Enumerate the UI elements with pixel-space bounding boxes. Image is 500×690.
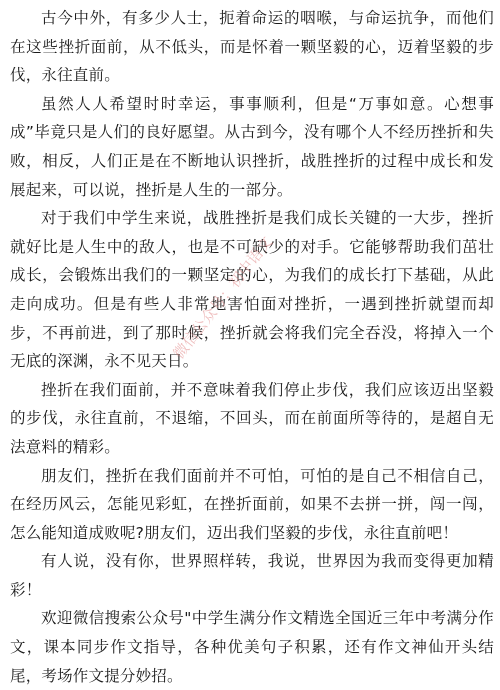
essay-paragraph: 对于我们中学生来说，战胜挫折是我们成长关键的一大步，挫折就好比是人生中的敌人，也是不可缺少的对手。它能够帮助我们茁壮成长，会锻炼出我们的一颗坚定的心，为我们的成长打下基础，从此走向成功。但是有些人非常地害怕面对挫折，一遇到挫折就望而却步，不再前进，到了那时候，挫折就会将我们完全吞没，将掉入一个无底的深渊，永不见天日。 <box>10 209 494 371</box>
essay-paragraph: 虽然人人希望时时幸运，事事顺利，但是“万事如意。心想事成”毕竟只是人们的良好愿望。从古到今，没有哪个人不经历挫折和失败，相反，人们正是在不断地认识挫折，战胜挫折的过程中成长和发展起来，可以说，挫折是人生的一部分。 <box>10 94 494 199</box>
watermark: 微信公众号：初中语文 <box>169 233 277 363</box>
essay-body <box>10 4 494 690</box>
essay-paragraph: 古今中外，有多少人士，扼着命运的咽喉，与命运抗争，而他们在这些挫折面前，从不低头，而是怀着一颗坚毅的心，迈着坚毅的步伐，永往直前。 <box>10 9 494 85</box>
essay-paragraph: 挫折在我们面前，并不意味着我们停止步伐，我们应该迈出坚毅的步伐，永往直前，不退缩，不回头，而在前面所等待的，是超自无法意料的精彩。 <box>10 380 494 456</box>
essay-paragraph: 朋友们，挫折在我们面前并不可怕，可怕的是自己不相信自己，在经历风云，怎能见彩虹，在挫折面前，如果不去拼一拼，闯一闯，怎么能知道成败呢?朋友们，迈出我们坚毅的步伐，永往直前吧！ <box>10 466 494 542</box>
essay-paragraph: 欢迎微信搜索公众号"中学生满分作文精选全国近三年中考满分作文，课本同步作文指导，各种优美句子积累，还有作文神仙开头结尾，考场作文提分妙招。 <box>10 609 494 685</box>
essay-paragraph: 有人说，没有你，世界照样转，我说，世界因为我而变得更加精彩！ <box>10 552 494 599</box>
